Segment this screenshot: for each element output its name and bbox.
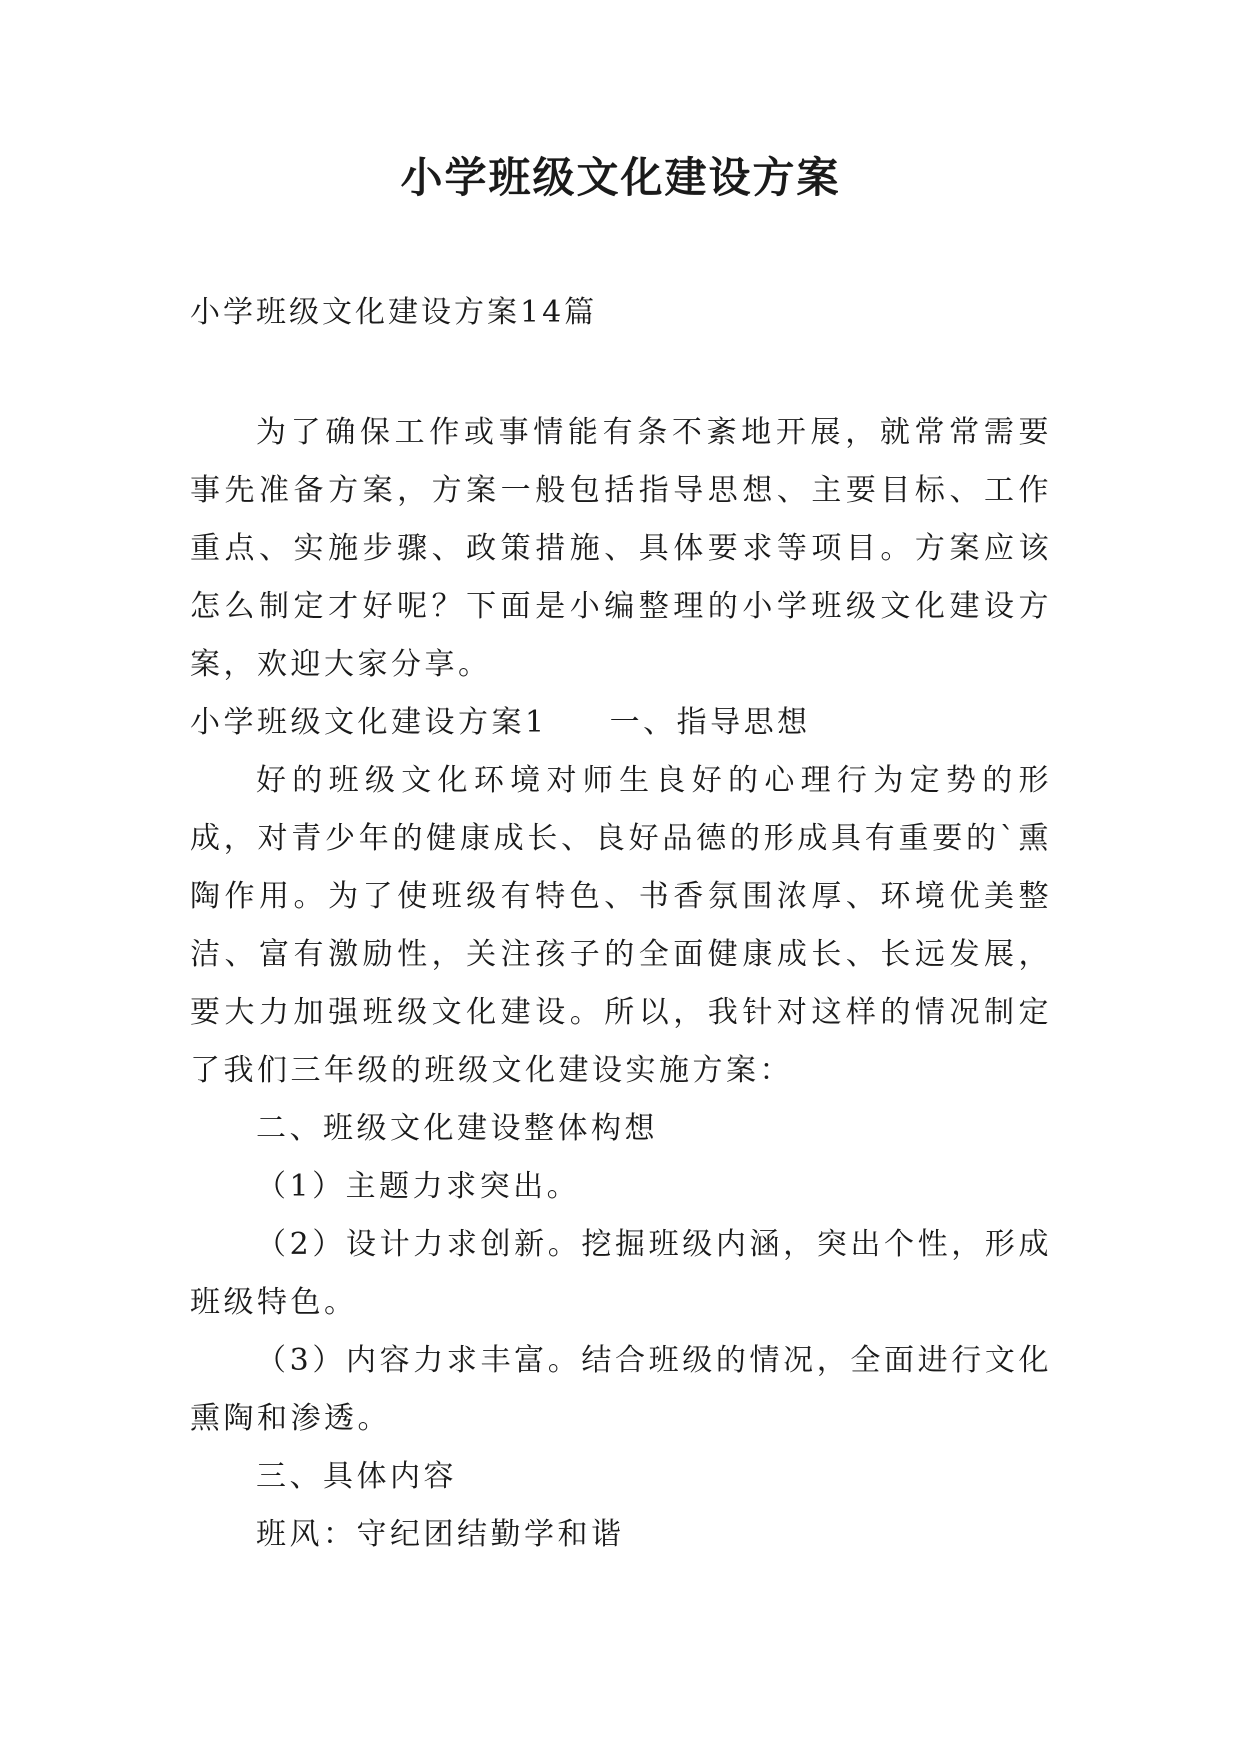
list-item-3: （3）内容力求丰富。结合班级的情况，全面进行文化熏陶和渗透。 [190, 1343, 1052, 1436]
section-1-header-line [190, 694, 1052, 752]
section-2-heading: 二、班级文化建设整体构想 [256, 1111, 658, 1146]
section-1-label: 小学班级文化建设方案1 [190, 705, 548, 740]
guiding-thought-paragraph: 好的班级文化环境对师生良好的心理行为定势的形成，对青少年的健康成长、良好品德的形成具有重要的`熏陶作用。为了使班级有特色、书香氛围浓厚、环境优美整洁、富有激励性，关注孩子的全面健康成长、长远发展，要大力加强班级文化建设。所以，我针对这样的情况制定了我们三年级的班级文化建设实施方案： [190, 763, 1052, 1088]
document-title: 小学班级文化建设方案 [400, 153, 841, 202]
document-body [190, 404, 1052, 1564]
section-1-heading: 一、指导思想 [609, 705, 811, 740]
section-3-heading: 三、具体内容 [256, 1459, 457, 1494]
list-item-2: （2）设计力求创新。挖掘班级内涵，突出个性，形成班级特色。 [190, 1227, 1052, 1320]
intro-paragraph: 为了确保工作或事情能有条不紊地开展，就常常需要事先准备方案，方案一般包括指导思想、主要目标、工作重点、实施步骤、政策措施、具体要求等项目。方案应该怎么制定才好呢？下面是小编整理的小学班级文化建设方案，欢迎大家分享。 [190, 415, 1052, 682]
list-item-1: （1）主题力求突出。 [256, 1169, 581, 1204]
document-subtitle: 小学班级文化建设方案14篇 [190, 295, 598, 330]
class-motto: 班风：守纪团结勤学和谐 [256, 1517, 625, 1552]
